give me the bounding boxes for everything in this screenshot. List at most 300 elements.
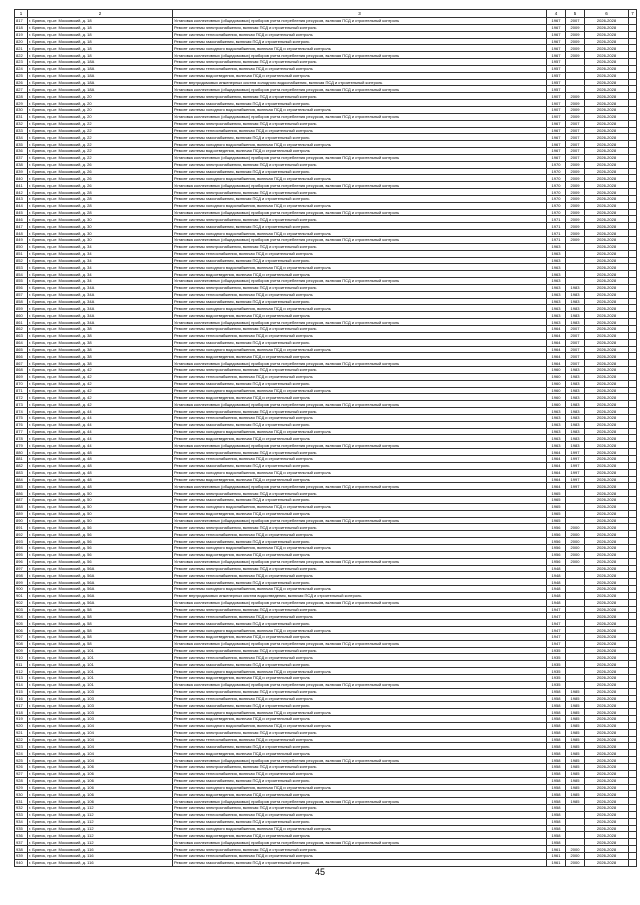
overhaul-year-cell xyxy=(566,579,585,586)
overhaul-year-cell: 2000 xyxy=(566,538,585,545)
note-cell xyxy=(629,373,637,380)
row-number-cell: 893 xyxy=(15,538,28,545)
overhaul-year-cell: 2009 xyxy=(566,24,585,31)
planned-period-cell: 2026-2028 xyxy=(585,209,629,216)
table-row xyxy=(15,818,637,825)
build-year-cell: 1958 xyxy=(547,709,566,716)
row-number-cell: 834 xyxy=(15,134,28,141)
address-cell: г. Брянск, пр-кт. Московский, д. 18 xyxy=(28,18,173,25)
address-cell: г. Брянск, пр-кт. Московский, д. 34 xyxy=(28,257,173,264)
build-year-cell: 1958 xyxy=(547,729,566,736)
note-cell xyxy=(629,154,637,161)
row-number-cell: 884 xyxy=(15,476,28,483)
note-cell xyxy=(629,490,637,497)
table-row xyxy=(15,798,637,805)
overhaul-year-cell: 2009 xyxy=(566,106,585,113)
note-cell xyxy=(629,558,637,565)
work-type-cell: Установка коллективных (общедомовых) приборов учета потребления ресурсов, включая ПСД и строительный контроль xyxy=(173,483,547,490)
planned-period-cell: 2026-2028 xyxy=(585,722,629,729)
planned-period-cell: 2026-2028 xyxy=(585,141,629,148)
overhaul-year-cell: 1997 xyxy=(566,462,585,469)
work-type-cell: Ремонт системы теплоснабжения, включая ПСД и строительный контроль xyxy=(173,456,547,463)
table-row xyxy=(15,852,637,859)
row-number-cell: 826 xyxy=(15,79,28,86)
table-row xyxy=(15,702,637,709)
overhaul-year-cell xyxy=(566,818,585,825)
overhaul-year-cell: 1983 xyxy=(566,387,585,394)
row-number-cell: 933 xyxy=(15,811,28,818)
planned-period-cell: 2026-2028 xyxy=(585,24,629,31)
row-number-cell: 864 xyxy=(15,339,28,346)
overhaul-year-cell: 1983 xyxy=(566,414,585,421)
planned-period-cell: 2026-2028 xyxy=(585,675,629,682)
table-row xyxy=(15,291,637,298)
overhaul-year-cell xyxy=(566,65,585,72)
address-cell: г. Брянск, пр-кт. Московский, д. 34А xyxy=(28,284,173,291)
table-row xyxy=(15,497,637,504)
note-cell xyxy=(629,695,637,702)
address-cell: г. Брянск, пр-кт. Московский, д. 30 xyxy=(28,223,173,230)
work-type-cell: Ремонт системы холодного водоснабжения, включая ПСД и строительный контроль xyxy=(173,825,547,832)
row-number-cell: 836 xyxy=(15,148,28,155)
build-year-cell: 1970 xyxy=(547,195,566,202)
work-type-cell: Ремонт системы газоснабжения, включая ПСД и строительный контроль xyxy=(173,223,547,230)
address-cell: г. Брянск, пр-кт. Московский, д. 38 xyxy=(28,353,173,360)
overhaul-year-cell xyxy=(566,59,585,66)
table-row xyxy=(15,394,637,401)
note-cell xyxy=(629,839,637,846)
overhaul-year-cell: 1983 xyxy=(566,319,585,326)
build-year-cell: 1963 xyxy=(547,264,566,271)
build-year-cell: 1964 xyxy=(547,456,566,463)
build-year-cell: 1958 xyxy=(547,825,566,832)
build-year-cell: 1907 xyxy=(547,113,566,120)
planned-period-cell: 2026-2028 xyxy=(585,476,629,483)
address-cell: г. Брянск, пр-кт. Московский, д. 34А xyxy=(28,298,173,305)
work-type-cell: Ремонт системы холодного водоснабжения, включая ПСД и строительный контроль xyxy=(173,469,547,476)
overhaul-year-cell: 1997 xyxy=(566,456,585,463)
row-number-cell: 911 xyxy=(15,661,28,668)
note-cell xyxy=(629,72,637,79)
build-year-cell: 1958 xyxy=(547,811,566,818)
overhaul-year-cell xyxy=(566,586,585,593)
planned-period-cell: 2026-2028 xyxy=(585,599,629,606)
table-row xyxy=(15,736,637,743)
note-cell xyxy=(629,127,637,134)
note-cell xyxy=(629,394,637,401)
planned-period-cell: 2026-2028 xyxy=(585,702,629,709)
table-row xyxy=(15,633,637,640)
build-year-cell: 1970 xyxy=(547,209,566,216)
table-row xyxy=(15,524,637,531)
overhaul-year-cell xyxy=(566,832,585,839)
row-number-cell: 908 xyxy=(15,640,28,647)
row-number-cell: 819 xyxy=(15,31,28,38)
row-number-cell: 882 xyxy=(15,462,28,469)
planned-period-cell: 2026-2028 xyxy=(585,312,629,319)
overhaul-year-cell: 1997 xyxy=(566,449,585,456)
row-number-cell: 873 xyxy=(15,401,28,408)
address-cell: г. Брянск, пр-кт. Московский, д. 42 xyxy=(28,380,173,387)
overhaul-year-cell: 1985 xyxy=(566,695,585,702)
planned-period-cell: 2026-2028 xyxy=(585,551,629,558)
build-year-cell: 1963 xyxy=(547,305,566,312)
address-cell: г. Брянск, пр-кт. Московский, д. 18А xyxy=(28,65,173,72)
planned-period-cell: 2026-2028 xyxy=(585,127,629,134)
work-type-cell: Ремонт системы холодного водоснабжения, включая ПСД и строительный контроль xyxy=(173,305,547,312)
row-number-cell: 904 xyxy=(15,613,28,620)
row-number-cell: 887 xyxy=(15,497,28,504)
table-row xyxy=(15,250,637,257)
address-cell: г. Брянск, пр-кт. Московский, д. 18А xyxy=(28,59,173,66)
overhaul-year-cell: 1985 xyxy=(566,709,585,716)
work-type-cell: Ремонт системы холодного водоснабжения, включая ПСД и строительный контроль xyxy=(173,544,547,551)
address-cell: г. Брянск, пр-кт. Московский, д. 18 xyxy=(28,31,173,38)
address-cell: г. Брянск, пр-кт. Московский, д. 34А xyxy=(28,312,173,319)
planned-period-cell: 2026-2028 xyxy=(585,839,629,846)
work-type-cell: Установка коллективных (общедомовых) приборов учета потребления ресурсов, включая ПСД и строительный контроль xyxy=(173,839,547,846)
row-number-cell: 936 xyxy=(15,832,28,839)
build-year-cell: 1956 xyxy=(547,524,566,531)
note-cell xyxy=(629,24,637,31)
build-year-cell: 1970 xyxy=(547,202,566,209)
build-year-cell: 1965 xyxy=(547,503,566,510)
address-cell: г. Брянск, пр-кт. Московский, д. 112 xyxy=(28,825,173,832)
work-type-cell: Ремонт системы водоотведения, включая ПСД и строительный контроль xyxy=(173,271,547,278)
address-cell: г. Брянск, пр-кт. Московский, д. 42 xyxy=(28,387,173,394)
planned-period-cell: 2026-2028 xyxy=(585,640,629,647)
work-type-cell: Ремонт системы водоотведения, включая ПСД и строительный контроль xyxy=(173,750,547,757)
overhaul-year-cell xyxy=(566,620,585,627)
work-type-cell: Ремонт системы газоснабжения, включая ПСД и строительный контроль xyxy=(173,100,547,107)
row-number-cell: 906 xyxy=(15,627,28,634)
build-year-cell: 1963 xyxy=(547,284,566,291)
table-row xyxy=(15,538,637,545)
build-year-cell: 1967 xyxy=(547,24,566,31)
overhaul-year-cell: 2009 xyxy=(566,175,585,182)
build-year-cell: 1948 xyxy=(547,579,566,586)
planned-period-cell: 2026-2028 xyxy=(585,394,629,401)
note-cell xyxy=(629,791,637,798)
address-cell: г. Брянск, пр-кт. Московский, д. 104 xyxy=(28,750,173,757)
build-year-cell: 1947 xyxy=(547,627,566,634)
row-number-cell: 881 xyxy=(15,456,28,463)
note-cell xyxy=(629,681,637,688)
planned-period-cell: 2026-2028 xyxy=(585,305,629,312)
header-cell: 3 xyxy=(173,10,547,18)
row-number-cell: 862 xyxy=(15,325,28,332)
work-type-cell: Ремонт системы холодного водоснабжения, включая ПСД и строительный контроль xyxy=(173,709,547,716)
address-cell: г. Брянск, пр-кт. Московский, д. 50 xyxy=(28,510,173,517)
row-number-cell: 916 xyxy=(15,695,28,702)
row-number-cell: 928 xyxy=(15,777,28,784)
overhaul-year-cell: 2007 xyxy=(566,346,585,353)
table-row xyxy=(15,65,637,72)
table-row xyxy=(15,627,637,634)
note-cell xyxy=(629,120,637,127)
planned-period-cell: 2026-2028 xyxy=(585,346,629,353)
planned-period-cell: 2026-2028 xyxy=(585,216,629,223)
address-cell: г. Брянск, пр-кт. Московский, д. 56А xyxy=(28,599,173,606)
table-row xyxy=(15,257,637,264)
build-year-cell: 1960 xyxy=(547,394,566,401)
row-number-cell: 919 xyxy=(15,716,28,723)
work-type-cell: Ремонт системы теплоснабжения, включая ПСД и строительный контроль xyxy=(173,332,547,339)
note-cell xyxy=(629,223,637,230)
work-type-cell: Ремонт системы теплоснабжения, включая ПСД и строительный контроль xyxy=(173,736,547,743)
build-year-cell: 1963 xyxy=(547,291,566,298)
planned-period-cell: 2026-2028 xyxy=(585,633,629,640)
table-row xyxy=(15,592,637,599)
overhaul-year-cell: 1983 xyxy=(566,408,585,415)
table-row xyxy=(15,777,637,784)
table-row xyxy=(15,86,637,93)
table-row xyxy=(15,414,637,421)
overhaul-year-cell: 2007 xyxy=(566,120,585,127)
work-type-cell: Ремонт системы теплоснабжения, включая ПСД и строительный контроль xyxy=(173,250,547,257)
work-type-cell: Ремонт системы электроснабжения, включая ПСД и строительный контроль xyxy=(173,805,547,812)
overhaul-year-cell: 2000 xyxy=(566,846,585,853)
planned-period-cell: 2026-2028 xyxy=(585,688,629,695)
build-year-cell: 1971 xyxy=(547,237,566,244)
row-number-cell: 860 xyxy=(15,312,28,319)
row-number-cell: 938 xyxy=(15,846,28,853)
overhaul-year-cell xyxy=(566,510,585,517)
table-row xyxy=(15,620,637,627)
build-year-cell: 1958 xyxy=(547,695,566,702)
row-number-cell: 935 xyxy=(15,825,28,832)
note-cell xyxy=(629,18,637,25)
planned-period-cell: 2026-2028 xyxy=(585,325,629,332)
planned-period-cell: 2026-2028 xyxy=(585,606,629,613)
build-year-cell: 1957 xyxy=(547,65,566,72)
planned-period-cell: 2026-2028 xyxy=(585,743,629,750)
overhaul-year-cell: 2009 xyxy=(566,168,585,175)
table-row xyxy=(15,572,637,579)
build-year-cell: 1956 xyxy=(547,538,566,545)
build-year-cell: 1948 xyxy=(547,572,566,579)
overhaul-year-cell: 2007 xyxy=(566,339,585,346)
build-year-cell: 1967 xyxy=(547,52,566,59)
work-type-cell: Ремонт системы газоснабжения, включая ПСД и строительный контроль xyxy=(173,462,547,469)
overhaul-year-cell: 2007 xyxy=(566,360,585,367)
build-year-cell: 1964 xyxy=(547,483,566,490)
table-row xyxy=(15,743,637,750)
row-number-cell: 831 xyxy=(15,113,28,120)
planned-period-cell: 2026-2028 xyxy=(585,661,629,668)
row-number-cell: 917 xyxy=(15,702,28,709)
address-cell: г. Брянск, пр-кт. Московский, д. 18А xyxy=(28,86,173,93)
row-number-cell: 845 xyxy=(15,209,28,216)
address-cell: г. Брянск, пр-кт. Московский, д. 56А xyxy=(28,592,173,599)
overhaul-year-cell: 2009 xyxy=(566,113,585,120)
work-type-cell: Установка коллективных (общедомовых) приборов учета потребления ресурсов, включая ПСД и строительный контроль xyxy=(173,154,547,161)
work-type-cell: Ремонт системы холодного водоснабжения, включая ПСД и строительный контроль xyxy=(173,175,547,182)
overhaul-year-cell xyxy=(566,517,585,524)
work-type-cell: Ремонт системы газоснабжения, включая ПСД и строительный контроль xyxy=(173,702,547,709)
table-row xyxy=(15,175,637,182)
table-row xyxy=(15,421,637,428)
work-type-cell: Ремонт системы теплоснабжения, включая ПСД и строительный контроль xyxy=(173,531,547,538)
row-number-cell: 901 xyxy=(15,592,28,599)
row-number-cell: 870 xyxy=(15,380,28,387)
build-year-cell: 1935 xyxy=(547,681,566,688)
table-row xyxy=(15,661,637,668)
work-type-cell: Ремонт системы холодного водоснабжения, включая ПСД и строительный контроль xyxy=(173,230,547,237)
planned-period-cell: 2026-2028 xyxy=(585,134,629,141)
table-row xyxy=(15,237,637,244)
work-type-cell: Ремонт системы газоснабжения, включая ПСД и строительный контроль xyxy=(173,168,547,175)
address-cell: г. Брянск, пр-кт. Московский, д. 44 xyxy=(28,435,173,442)
overhaul-year-cell: 2000 xyxy=(566,558,585,565)
build-year-cell: 1960 xyxy=(547,387,566,394)
row-number-cell: 895 xyxy=(15,551,28,558)
build-year-cell: 1958 xyxy=(547,777,566,784)
planned-period-cell: 2026-2028 xyxy=(585,93,629,100)
row-number-cell: 923 xyxy=(15,743,28,750)
work-type-cell: Ремонт системы электроснабжения, включая ПСД и строительный контроль xyxy=(173,490,547,497)
build-year-cell: 1965 xyxy=(547,497,566,504)
address-cell: г. Брянск, пр-кт. Московский, д. 58 xyxy=(28,640,173,647)
address-cell: г. Брянск, пр-кт. Московский, д. 112 xyxy=(28,832,173,839)
build-year-cell: 1971 xyxy=(547,230,566,237)
build-year-cell: 1956 xyxy=(547,531,566,538)
work-type-cell: Ремонт системы электроснабжения, включая ПСД и строительный контроль xyxy=(173,763,547,770)
row-number-cell: 844 xyxy=(15,202,28,209)
overhaul-year-cell: 2009 xyxy=(566,216,585,223)
work-type-cell: Ремонт системы холодного водоснабжения, включая ПСД и строительный контроль xyxy=(173,45,547,52)
work-type-cell: Ремонт системы водоотведения, включая ПСД и строительный контроль xyxy=(173,72,547,79)
table-row xyxy=(15,325,637,332)
note-cell xyxy=(629,421,637,428)
table-row xyxy=(15,606,637,613)
table-row xyxy=(15,332,637,339)
row-number-cell: 847 xyxy=(15,223,28,230)
work-type-cell: Установка коллективных (общедомовых) приборов учета потребления ресурсов, включая ПСД и строительный контроль xyxy=(173,319,547,326)
build-year-cell: 1935 xyxy=(547,647,566,654)
row-number-cell: 849 xyxy=(15,237,28,244)
note-cell xyxy=(629,408,637,415)
note-cell xyxy=(629,291,637,298)
row-number-cell: 926 xyxy=(15,763,28,770)
note-cell xyxy=(629,456,637,463)
note-cell xyxy=(629,846,637,853)
address-cell: г. Брянск, пр-кт. Московский, д. 22 xyxy=(28,141,173,148)
build-year-cell: 1960 xyxy=(547,380,566,387)
table-row xyxy=(15,93,637,100)
table-row xyxy=(15,722,637,729)
table-row xyxy=(15,278,637,285)
table-row xyxy=(15,106,637,113)
table-row xyxy=(15,859,637,866)
build-year-cell: 1964 xyxy=(547,339,566,346)
overhaul-year-cell xyxy=(566,825,585,832)
address-cell: г. Брянск, пр-кт. Московский, д. 26 xyxy=(28,182,173,189)
planned-period-cell: 2026-2028 xyxy=(585,791,629,798)
planned-period-cell: 2026-2028 xyxy=(585,353,629,360)
work-type-cell: Ремонт системы электроснабжения, включая ПСД и строительный контроль xyxy=(173,189,547,196)
planned-period-cell: 2026-2028 xyxy=(585,709,629,716)
address-cell: г. Брянск, пр-кт. Московский, д. 44 xyxy=(28,421,173,428)
overhaul-year-cell: 2007 xyxy=(566,353,585,360)
planned-period-cell: 2026-2028 xyxy=(585,449,629,456)
work-type-cell: Ремонт системы водоотведения, включая ПСД и строительный контроль xyxy=(173,633,547,640)
overhaul-year-cell xyxy=(566,592,585,599)
work-type-cell: Ремонт системы электроснабжения, включая ПСД и строительный контроль xyxy=(173,729,547,736)
build-year-cell: 1960 xyxy=(547,373,566,380)
table-row xyxy=(15,811,637,818)
table-row xyxy=(15,729,637,736)
address-cell: г. Брянск, пр-кт. Московский, д. 56 xyxy=(28,551,173,558)
overhaul-year-cell: 1985 xyxy=(566,702,585,709)
table-row xyxy=(15,367,637,374)
planned-period-cell: 2026-2028 xyxy=(585,319,629,326)
table-row xyxy=(15,38,637,45)
work-type-cell: Ремонт системы холодного водоснабжения, включая ПСД и строительный контроль xyxy=(173,784,547,791)
table-row xyxy=(15,360,637,367)
address-cell: г. Брянск, пр-кт. Московский, д. 101 xyxy=(28,668,173,675)
build-year-cell: 1958 xyxy=(547,750,566,757)
build-year-cell: 1964 xyxy=(547,462,566,469)
planned-period-cell: 2026-2028 xyxy=(585,668,629,675)
row-number-cell: 940 xyxy=(15,859,28,866)
table-row xyxy=(15,373,637,380)
work-type-cell: Установка коллективных (общедомовых) приборов учета потребления ресурсов, включая ПСД и строительный контроль xyxy=(173,517,547,524)
planned-period-cell: 2026-2028 xyxy=(585,442,629,449)
note-cell xyxy=(629,339,637,346)
planned-period-cell: 2026-2028 xyxy=(585,31,629,38)
table-row xyxy=(15,544,637,551)
address-cell: г. Брянск, пр-кт. Московский, д. 58 xyxy=(28,606,173,613)
planned-period-cell: 2026-2028 xyxy=(585,106,629,113)
row-number-cell: 872 xyxy=(15,394,28,401)
planned-period-cell: 2026-2028 xyxy=(585,695,629,702)
table-row xyxy=(15,695,637,702)
work-type-cell: Установка коллективных (общедомовых) приборов учета потребления ресурсов, включая ПСД и строительный контроль xyxy=(173,401,547,408)
overhaul-year-cell: 1997 xyxy=(566,469,585,476)
address-cell: г. Брянск, пр-кт. Московский, д. 48 xyxy=(28,449,173,456)
row-number-cell: 878 xyxy=(15,435,28,442)
build-year-cell: 1907 xyxy=(547,106,566,113)
row-number-cell: 909 xyxy=(15,647,28,654)
row-number-cell: 865 xyxy=(15,346,28,353)
note-cell xyxy=(629,79,637,86)
table-row xyxy=(15,72,637,79)
row-number-cell: 868 xyxy=(15,367,28,374)
table-row xyxy=(15,763,637,770)
row-number-cell: 820 xyxy=(15,38,28,45)
build-year-cell: 1957 xyxy=(547,59,566,66)
address-cell: г. Брянск, пр-кт. Московский, д. 28 xyxy=(28,189,173,196)
overhaul-year-cell: 1985 xyxy=(566,777,585,784)
build-year-cell: 1967 xyxy=(547,18,566,25)
note-cell xyxy=(629,531,637,538)
row-number-cell: 927 xyxy=(15,770,28,777)
overhaul-year-cell: 1985 xyxy=(566,757,585,764)
address-cell: г. Брянск, пр-кт. Московский, д. 116 xyxy=(28,852,173,859)
address-cell: г. Брянск, пр-кт. Московский, д. 44 xyxy=(28,408,173,415)
address-cell: г. Брянск, пр-кт. Московский, д. 112 xyxy=(28,839,173,846)
planned-period-cell: 2026-2028 xyxy=(585,859,629,866)
work-type-cell: Ремонт системы водоотведения, включая ПСД и строительный контроль xyxy=(173,476,547,483)
planned-period-cell: 2026-2028 xyxy=(585,408,629,415)
work-type-cell: Ремонт системы газоснабжения, включая ПСД и строительный контроль xyxy=(173,818,547,825)
build-year-cell: 1964 xyxy=(547,449,566,456)
address-cell: г. Брянск, пр-кт. Московский, д. 38 xyxy=(28,325,173,332)
table-row xyxy=(15,120,637,127)
note-cell xyxy=(629,606,637,613)
note-cell xyxy=(629,811,637,818)
